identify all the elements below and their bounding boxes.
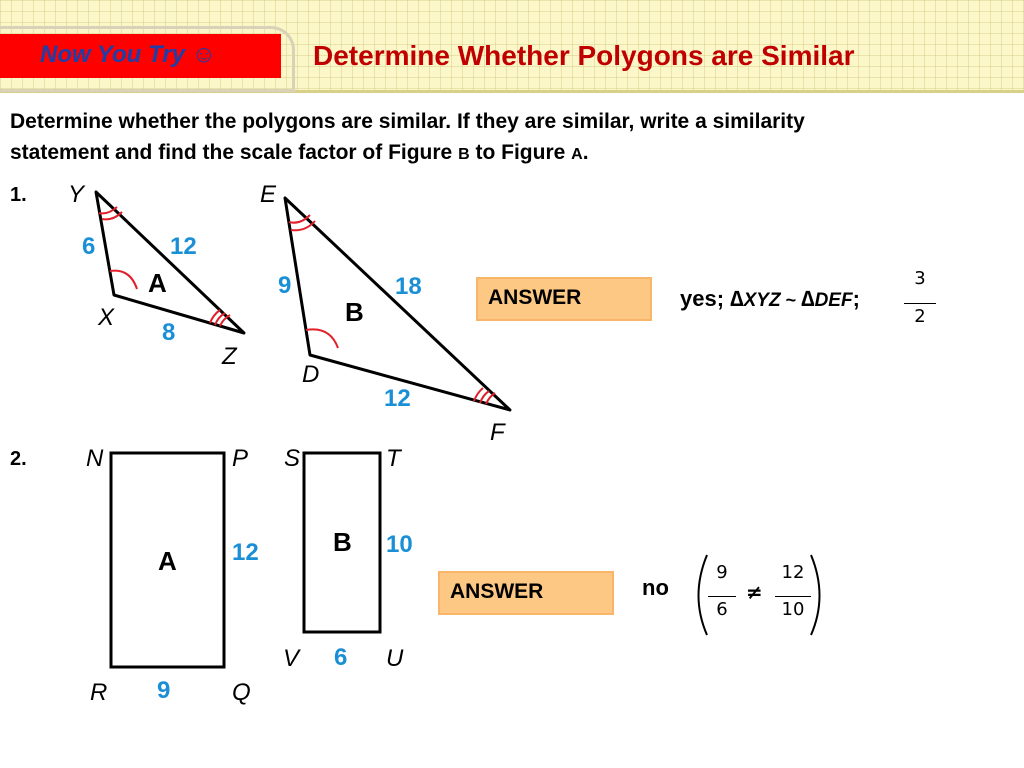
vertex-z-label: Z (222, 343, 237, 370)
triangle-b-angle-d-mark (306, 329, 338, 348)
answer-box-2 (438, 571, 614, 615)
answer-2-no: no (642, 575, 669, 600)
ratio-2-numerator: 12 (781, 562, 805, 583)
answer-box-1 (476, 277, 652, 321)
vertex-r-label: R (90, 679, 108, 706)
instructions-part3: . (582, 141, 589, 164)
rectangle-b (283, 445, 413, 672)
not-equal-sign: ≠ (746, 580, 763, 604)
problem-2-number: 2. (10, 448, 27, 470)
rect-b-bottom-side-label: 6 (334, 644, 348, 671)
triangle-b (260, 181, 510, 446)
now-you-try-label: Now You Try ☺ (40, 41, 217, 68)
triangle-a-angle-z-mark (210, 310, 220, 323)
triangle-b-figure-label: B (345, 297, 364, 327)
ratio-1-numerator: 9 (716, 562, 728, 583)
vertex-v-label: V (283, 645, 300, 672)
answer-1-triangle-xyz: XYZ (743, 290, 781, 311)
rect-a-bottom-side-label: 9 (157, 677, 171, 704)
rect-b-right-side-label: 10 (386, 531, 413, 558)
answer-box-1-label: ANSWER (488, 286, 582, 309)
vertex-p-label: P (232, 445, 249, 472)
ratio-2-denominator: 10 (781, 599, 805, 620)
scale-factor-denominator: 2 (914, 306, 926, 327)
rectangle-a-figure-label: A (158, 546, 177, 576)
triangle-a-figure-label: A (148, 268, 167, 298)
triangle-a-angle-y-mark (99, 207, 117, 213)
vertex-d-label: D (302, 361, 320, 388)
side-df-label: 12 (384, 385, 411, 412)
problem-1-number: 1. (10, 184, 27, 206)
rectangle-b-figure-label: B (333, 527, 352, 557)
side-xz-label: 8 (162, 319, 176, 346)
instructions-figure-b: B (458, 146, 470, 163)
triangle-a-angle-x-mark (110, 271, 137, 289)
ratio-1-denominator: 6 (716, 599, 728, 620)
vertex-u-label: U (386, 645, 404, 672)
ratio-1-fraction-bar (708, 596, 736, 597)
instructions-figure-a: A (571, 146, 583, 163)
vertex-n-label: N (86, 445, 104, 472)
triangle-b-angle-e-mark (289, 215, 310, 223)
answer-1-triangle-def: DEF (814, 290, 853, 311)
slide-title: Determine Whether Polygons are Similar (313, 40, 855, 71)
triangle-a (68, 181, 244, 370)
scale-factor-numerator: 3 (914, 268, 926, 289)
triangle-symbol-1: ∆ (730, 286, 744, 311)
vertex-x-label: X (98, 304, 115, 331)
ratio-2-fraction-bar (775, 596, 811, 597)
side-ef-label: 18 (395, 273, 422, 300)
vertex-y-label: Y (68, 181, 85, 208)
side-xy-label: 6 (82, 233, 96, 260)
similar-tilde: ~ (780, 290, 802, 310)
vertex-s-label: S (284, 445, 301, 472)
triangle-a-shape (96, 192, 244, 333)
vertex-f-label: F (490, 419, 505, 446)
answer-1-text (680, 286, 860, 312)
scale-factor-fraction-bar (904, 303, 936, 304)
side-yz-label: 12 (170, 233, 197, 260)
rectangle-a (86, 445, 259, 706)
answer-box-2-label: ANSWER (450, 580, 544, 603)
side-de-label: 9 (278, 272, 292, 299)
vertex-e-label: E (260, 181, 277, 208)
triangle-symbol-2: ∆ (801, 286, 815, 311)
instructions-part1: Determine whether the polygons are similar. If they are similar, write a similarity statement and find the scale factor of Figure (10, 110, 805, 164)
instructions-part2: to Figure (469, 141, 572, 164)
vertex-q-label: Q (232, 679, 251, 706)
rect-a-right-side-label: 12 (232, 539, 259, 566)
vertex-t-label: T (386, 445, 401, 472)
answer-1-suffix: ; (852, 286, 860, 311)
answer-1-prefix: yes; (680, 286, 731, 311)
